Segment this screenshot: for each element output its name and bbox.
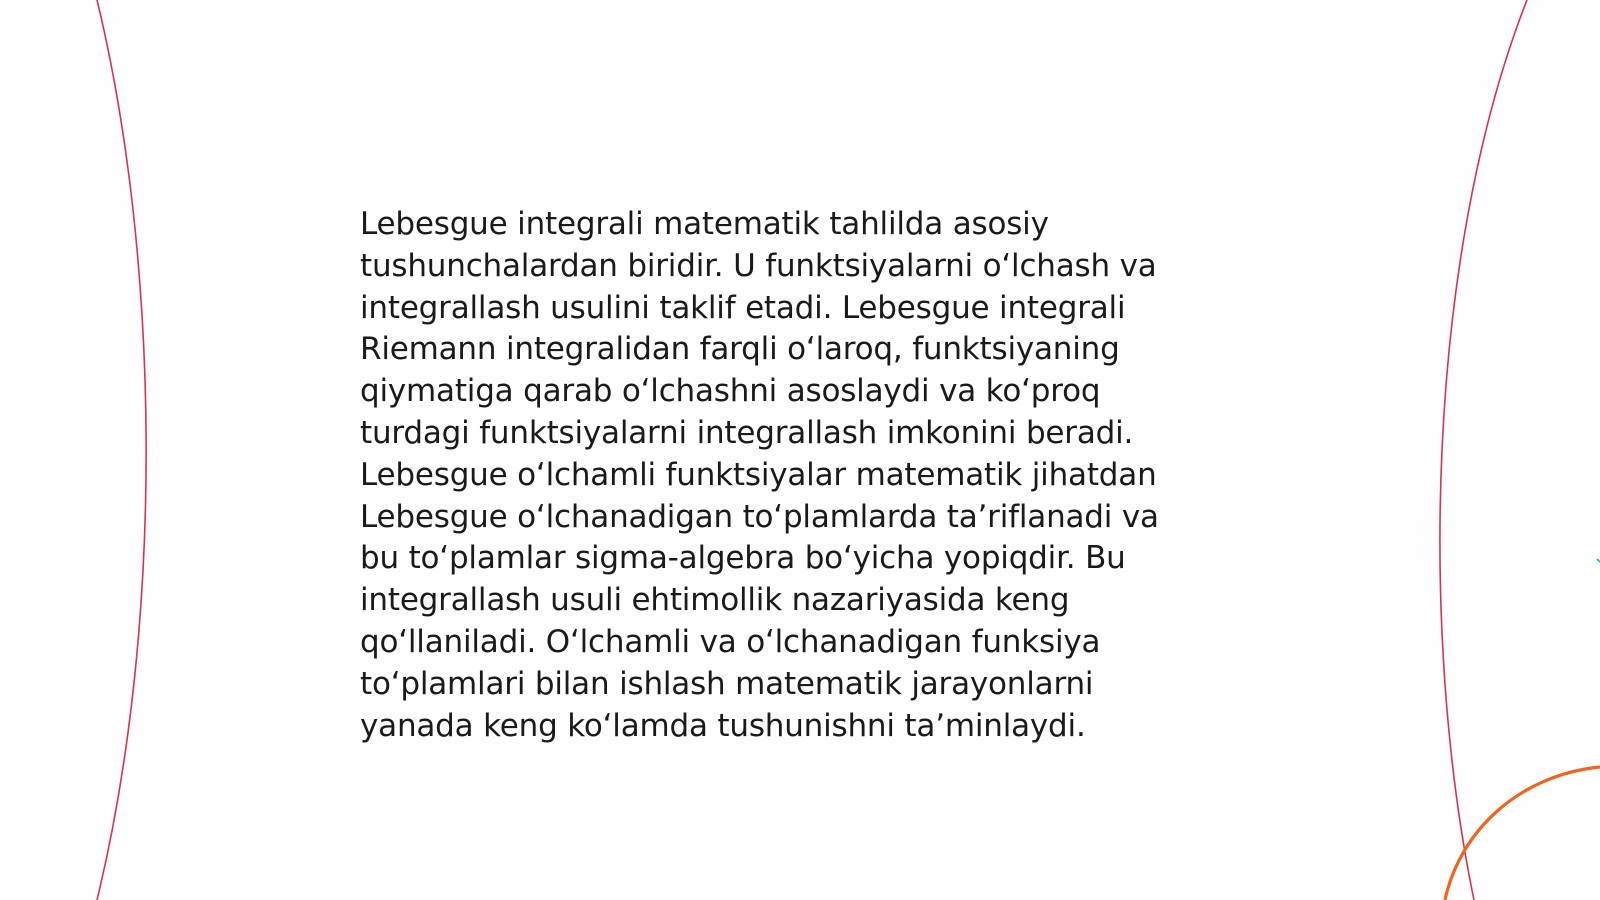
body-paragraph [360,204,1220,747]
paragraph-line: Lebesgue oʻlchamli funktsiyalar matematik jihatdan [360,456,1157,493]
paragraph-line: integrallash usulini taklif etadi. Lebesgue integrali [360,289,1126,326]
paragraph-line: tushunchalardan biridir. U funktsiyalarni oʻlchash va [360,247,1157,284]
paragraph-line: Lebesgue integrali matematik tahlilda asosiy [360,206,1049,242]
bottom-right-orange-arc [1445,767,1600,900]
right-red-arc [1440,0,1527,900]
paragraph-line: qoʻllaniladi. Oʻlchamli va oʻlchanadigan funksiya [360,623,1101,660]
paragraph-line: Riemann integralidan farqli oʻlaroq, funktsiyaning [360,331,1120,368]
paragraph-line: Lebesgue oʻlchanadigan toʻplamlarda taʼriflanadi va [360,498,1159,535]
paragraph-line: qiymatiga qarab oʻlchashni asoslaydi va koʻproq [360,373,1101,410]
paragraph-line: toʻplamlari bilan ishlash matematik jarayonlarni [360,665,1094,702]
left-red-arc [97,0,146,900]
paragraph-line: bu toʻplamlar sigma-algebra boʻyicha yopiqdir. Bu [360,540,1126,577]
paragraph-line: integrallash usuli ehtimollik nazariyasida keng [360,582,1070,619]
paragraph-line: turdagi funktsiyalarni integrallash imkonini beradi. [360,414,1134,451]
paragraph-line: yanada keng koʻlamda tushunishni taʼminlaydi. [360,707,1086,744]
